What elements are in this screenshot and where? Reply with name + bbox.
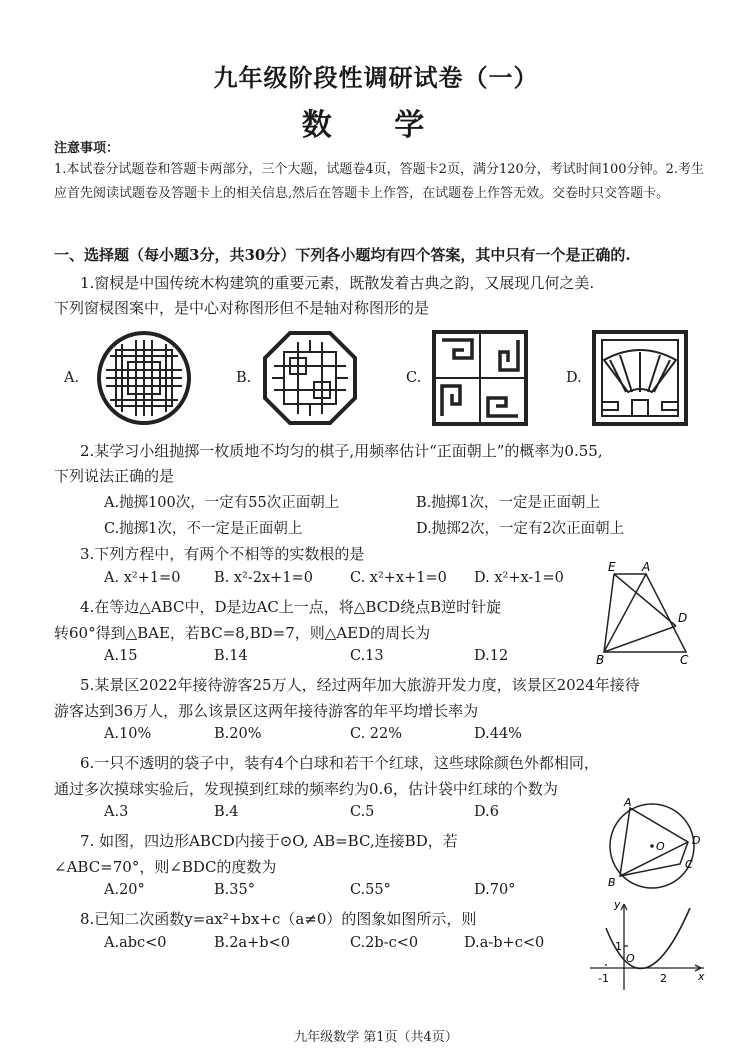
exam-title: 九年级阶段性调研试卷（一） <box>213 63 539 92</box>
q8-option-b: B.2a+b<0 <box>214 935 290 951</box>
q8-label-x: x <box>698 970 705 983</box>
q8-stem: 8.已知二次函数y=ax²+bx+c（a≠0）的图象如图所示，则 <box>80 910 477 928</box>
q3-option-c: C. x²+x+1=0 <box>350 570 447 586</box>
q7-label-o: O <box>656 840 665 853</box>
section-1-heading: 一、选择题（每小题3分，共30分）下列各小题均有四个答案，其中只有一个是正确的. <box>54 246 631 264</box>
q5-option-c: C. 22% <box>350 726 403 742</box>
q5-option-b: B.20% <box>214 726 262 742</box>
q4-line2: 转60°得到△BAE，若BC=8,BD=7，则△AED的周长为 <box>54 624 431 642</box>
q2-option-c: C.抛掷1次，不一定是正面朝上 <box>104 521 303 537</box>
q3-option-a: A. x²+1=0 <box>104 570 181 586</box>
q8-parabola-figure <box>584 898 708 994</box>
q4-triangle-figure <box>592 560 702 668</box>
q1-label-d: D. <box>566 370 582 386</box>
subject-title: 数 学 <box>301 108 451 143</box>
q4-label-d: D <box>678 611 688 625</box>
q7-line2: ∠ABC=70°，则∠BDC的度数为 <box>54 858 277 876</box>
q2-line1: 2.某学习小组抛掷一枚质地不均匀的棋子,用频率估计“正面朝上”的概率为0.55, <box>80 442 603 460</box>
q6-option-b: B.4 <box>214 804 239 820</box>
q6-line1: 6.一只不透明的袋子中，装有4个白球和若干个红球，这些球除颜色外都相同， <box>80 754 599 772</box>
q8-option-d: D.a-b+c<0 <box>464 935 545 951</box>
q1-line1: 1.窗棂是中国传统木构建筑的重要元素，既散发着古典之韵，又展现几何之美. <box>80 274 595 292</box>
q4-option-a: A.15 <box>104 648 138 664</box>
q4-option-c: C.13 <box>350 648 384 664</box>
q3-stem: 3.下列方程中，有两个不相等的实数根的是 <box>80 545 365 563</box>
q3-option-b: B. x²-2x+1=0 <box>214 570 313 586</box>
q5-line1: 5.某景区2022年接待游客25万人，经过两年加大旅游开发力度，该景区2024年接待 <box>80 676 640 694</box>
q4-line1: 4.在等边△ABC中，D是边AC上一点，将△BCD绕点B逆时针旋 <box>80 598 502 616</box>
q4-label-a: A <box>642 560 651 574</box>
q2-option-d: D.抛掷2次，一定有2次正面朝上 <box>416 521 625 537</box>
q8-option-c: C.2b-c<0 <box>350 935 419 951</box>
lattice-figure-d <box>592 330 688 426</box>
notes-heading: 注意事项： <box>54 141 120 156</box>
q1-label-a: A. <box>64 370 80 386</box>
q7-option-c: C.55° <box>350 882 391 898</box>
q8-label-neg1: -1 <box>598 972 609 985</box>
q7-option-a: A.20° <box>104 882 145 898</box>
q7-option-d: D.70° <box>474 882 516 898</box>
q1-line2: 下列窗棂图案中，是中心对称图形但不是轴对称图形的是 <box>54 299 430 317</box>
q7-option-b: B.35° <box>214 882 255 898</box>
lattice-figure-a <box>96 330 192 426</box>
q7-line1: 7. 如图，四边形ABCD内接于⊙O, AB=BC,连接BD，若 <box>80 832 458 850</box>
lattice-figure-b <box>262 330 358 426</box>
q7-label-c: C <box>685 858 693 871</box>
q2-option-a: A.抛掷100次，一定有55次正面朝上 <box>104 495 340 511</box>
q5-line2: 游客达到36万人，那么该景区这两年接待游客的年平均增长率为 <box>54 702 479 720</box>
q4-option-d: D.12 <box>474 648 509 664</box>
lattice-figure-c <box>432 330 528 426</box>
q4-label-b: B <box>596 653 605 667</box>
q7-label-d: D <box>692 834 701 847</box>
q4-label-e: E <box>608 560 616 574</box>
notes-text: 1.本试卷分试题卷和答题卡两部分，三个大题，试题卷4页，答题卡2页，满分120分，考试时间100分钟。2.考生应首先阅读试题卷及答题卡上的相关信息,然后在答题卡上作答，在试题卷上作答无效。交卷时只交答题卡。 <box>54 162 704 201</box>
q1-label-c: C. <box>406 370 422 386</box>
page-footer: 九年级数学 第1页（共4页） <box>294 1030 458 1045</box>
q8-option-a: A.abc<0 <box>104 935 167 951</box>
q6-option-c: C.5 <box>350 804 375 820</box>
q6-option-a: A.3 <box>104 804 129 820</box>
q8-label-o: O <box>626 952 635 965</box>
q6-line2: 通过多次摸球实验后，发现摸到红球的频率约为0.6，估计袋中红球的个数为 <box>54 780 558 798</box>
q7-label-b: B <box>608 876 616 889</box>
q8-label-2: 2 <box>660 972 667 985</box>
q4-option-b: B.14 <box>214 648 248 664</box>
q3-option-d: D. x²+x-1=0 <box>474 570 564 586</box>
q2-option-b: B.抛掷1次，一定是正面朝上 <box>416 495 600 511</box>
q7-label-a: A <box>624 796 632 809</box>
q8-label-1: 1 <box>615 940 622 953</box>
q2-line2: 下列说法正确的是 <box>54 467 175 485</box>
q1-label-b: B. <box>236 370 252 386</box>
q4-label-c: C <box>680 653 689 667</box>
q6-option-d: D.6 <box>474 804 499 820</box>
q8-label-y: y <box>614 898 621 911</box>
q5-option-a: A.10% <box>104 726 152 742</box>
q5-option-d: D.44% <box>474 726 522 742</box>
q7-circle-figure <box>600 796 704 892</box>
